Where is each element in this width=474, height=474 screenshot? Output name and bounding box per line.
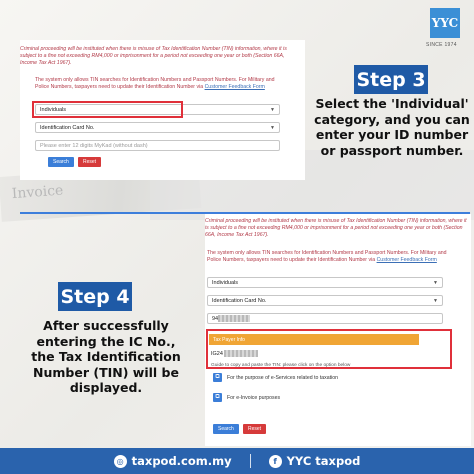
redacted-blur — [218, 315, 250, 322]
step3-ic-placeholder: Please enter 12 digits MyKad (without dash) — [40, 142, 148, 149]
step3-idtype-select[interactable] — [35, 122, 280, 133]
step4-tin-value: IG24 — [211, 350, 223, 357]
step4-search-button[interactable]: Search — [213, 424, 239, 434]
step4-note — [207, 250, 462, 264]
copy-icon[interactable]: ⧉ — [213, 373, 222, 382]
background-invoice-paper: Invoice — [0, 163, 201, 222]
step4-warning: Criminal proceeding will be instituted when there is misuse of Tax Identification Number (TIN) information, where it is subject to a fine not exceeding RM4,000 or imprisonment for a period not exceeding one year or both (Section 66A, Income Tax Act 1967). — [205, 218, 467, 238]
step4-taxpayer-header-label: Tax Payer Info — [213, 336, 245, 343]
brand-logo: YYC — [430, 8, 460, 38]
step3-warning: Criminal proceeding will be instituted when there is misuse of Tax Identification Number (TIN) information, where it is subject to a fine not exceeding RM4,000 or imprisonment for a period not exceeding one year or both (Section 66A, Income Tax Act 1967). — [20, 46, 287, 66]
step4-category-value: Individuals — [212, 279, 238, 286]
step4-option-eservices: For the purpose of e-Services related to taxation — [227, 375, 339, 381]
step3-feedback-link[interactable]: Customer Feedback Form — [204, 84, 265, 90]
step4-option-einvoice: For e-Invoice purposes — [227, 395, 281, 401]
footer-separator — [250, 454, 251, 468]
step4-tag: Step 4 — [58, 282, 132, 311]
step4-reset-button[interactable]: Reset — [243, 424, 266, 434]
globe-icon: ◎ — [114, 455, 127, 468]
step3-ic-input[interactable] — [35, 140, 280, 151]
step4-ic-value: 94 — [212, 315, 219, 322]
step4-caption-line: displayed. — [69, 380, 143, 395]
step4-ic-input[interactable] — [207, 313, 443, 324]
step3-highlight-box — [32, 101, 183, 118]
step4-caption-line: the Tax Identification — [31, 349, 181, 364]
step4-category-select[interactable] — [207, 277, 443, 288]
step3-tag: Step 3 — [354, 65, 428, 94]
step3-category-value: Individuals — [40, 106, 66, 113]
step4-feedback-link[interactable]: Customer Feedback Form — [376, 257, 437, 263]
chevron-down-icon: ▼ — [270, 106, 275, 113]
step3-screenshot — [20, 40, 305, 180]
step4-guide-text: Guide to copy and paste the TIN: please click on the option below — [211, 363, 351, 368]
facebook-icon: f — [269, 455, 282, 468]
step4-idtype-value: Identification Card No. — [212, 297, 267, 304]
step3-reset-button[interactable]: Reset — [78, 157, 101, 167]
footer-bar — [0, 448, 474, 474]
step3-idtype-value: Identification Card No. — [40, 124, 95, 131]
step4-caption-line: After successfully — [43, 318, 169, 333]
copy-icon[interactable]: ⧉ — [213, 393, 222, 402]
step4-caption-line: Number (TIN) will be — [33, 364, 179, 380]
step4-caption-line: entering the IC No., — [36, 333, 176, 349]
chevron-down-icon: ▼ — [433, 297, 438, 304]
footer-social[interactable]: YYC taxpod — [286, 454, 361, 468]
brand-since: SINCE 1974 — [426, 42, 457, 48]
step4-caption — [18, 318, 194, 396]
step3-search-button[interactable]: Search — [48, 157, 74, 167]
step4-idtype-select[interactable] — [207, 295, 443, 306]
footer-website[interactable]: taxpod.com.my — [131, 454, 232, 468]
step3-caption-line: Select the 'Individual' — [315, 96, 469, 111]
chevron-down-icon: ▼ — [270, 124, 275, 131]
step3-caption — [312, 96, 472, 158]
step3-caption-line: or passport number. — [320, 142, 464, 158]
chevron-down-icon: ▼ — [433, 279, 438, 286]
step3-caption-line: category, and you can — [314, 111, 470, 127]
step4-note-text: The system only allows TIN searches for Identification Numbers and Passport Numbers. For Military and Police Numbers, taxpayers need to update their Identification Number via — [207, 250, 447, 263]
step3-caption-line: enter your ID number — [315, 127, 469, 142]
step3-note — [35, 77, 290, 91]
step3-note-text: The system only allows TIN searches for Identification Numbers and Passport Numbers. For Military and Police Numbers, taxpayers need to update their Identification Number via — [35, 77, 275, 90]
